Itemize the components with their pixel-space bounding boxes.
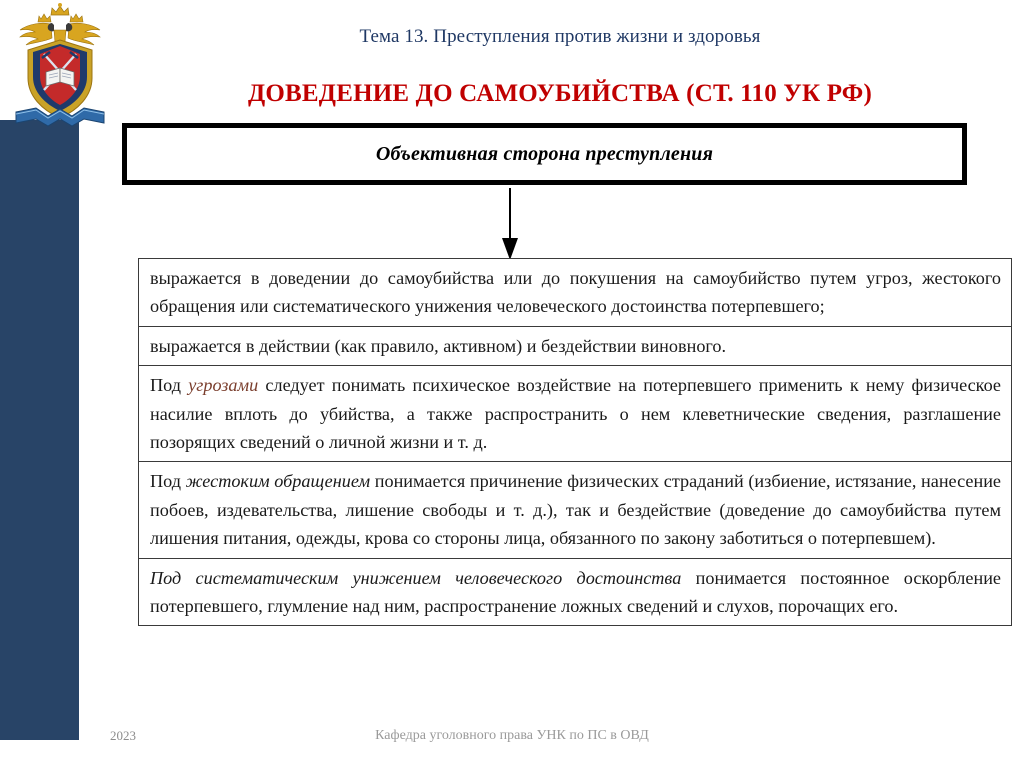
text-run-accent: угрозами xyxy=(188,375,259,396)
table-row xyxy=(139,326,1012,365)
table-cell xyxy=(139,326,1012,365)
content-table-body xyxy=(139,259,1012,626)
text-run-italic: жестоким обращением xyxy=(185,471,371,492)
text-run-normal: следует понимать психическое воздействие на потерпевшего применить к нему физическое насилие вплоть до убийства, а также распространить о нем клеветнические сведения, разглашение позорящих сведений о личной жизни и т. д. xyxy=(150,375,1001,452)
arrow-head xyxy=(502,238,518,260)
footer-department: Кафедра уголовного права УНК по ПС в ОВД xyxy=(375,728,649,743)
objective-side-box xyxy=(122,123,967,185)
text-run-normal: понимается постоянное оскорбление потерпевшего, глумление над ним, распространение ложных сведений и слухов, порочащих его. xyxy=(150,567,1001,616)
footer-year: 2023 xyxy=(110,728,136,743)
text-run-italic: Под систематическим унижением человеческого достоинства xyxy=(150,567,682,588)
text-run-normal: Под xyxy=(150,375,189,396)
table-cell xyxy=(139,558,1012,626)
table-row xyxy=(139,558,1012,626)
page-title: ДОВЕДЕНИЕ ДО САМОУБИЙСТВА (СТ. 110 УК РФ) xyxy=(248,80,872,107)
text-run-normal: выражается в доведении до самоубийства или до покушения на самоубийство путем угроз, жестокого обращения или систематического унижения человеческого достоинства потерпевшего; xyxy=(150,268,1001,317)
table-cell xyxy=(139,366,1012,462)
table-row xyxy=(139,462,1012,558)
text-run-normal: выражается в действии (как правило, активном) и бездействии виновного. xyxy=(150,335,727,356)
mvd-emblem-icon xyxy=(8,2,112,128)
topic-line: Тема 13. Преступления против жизни и здоровья xyxy=(359,26,761,47)
table-row xyxy=(139,366,1012,462)
arrow-shaft xyxy=(509,188,511,242)
text-run-normal: понимается причинение физических страданий (избиение, истязание, нанесение побоев, издевательства, лишение свободы и т. д.), так и бездействие (доведение до самоубийства путем лишения питания, одежды, крова со стороны лица, обязанного по закону заботиться о потерпевшем). xyxy=(150,471,1001,549)
down-arrow-icon xyxy=(502,188,518,260)
table-cell xyxy=(139,462,1012,558)
content-table xyxy=(138,258,1012,626)
left-accent-bar xyxy=(0,120,79,740)
table-row xyxy=(139,259,1012,327)
objective-side-label: Объективная сторона преступления xyxy=(375,142,714,165)
table-cell xyxy=(139,259,1012,327)
text-run-normal: Под xyxy=(150,471,186,492)
